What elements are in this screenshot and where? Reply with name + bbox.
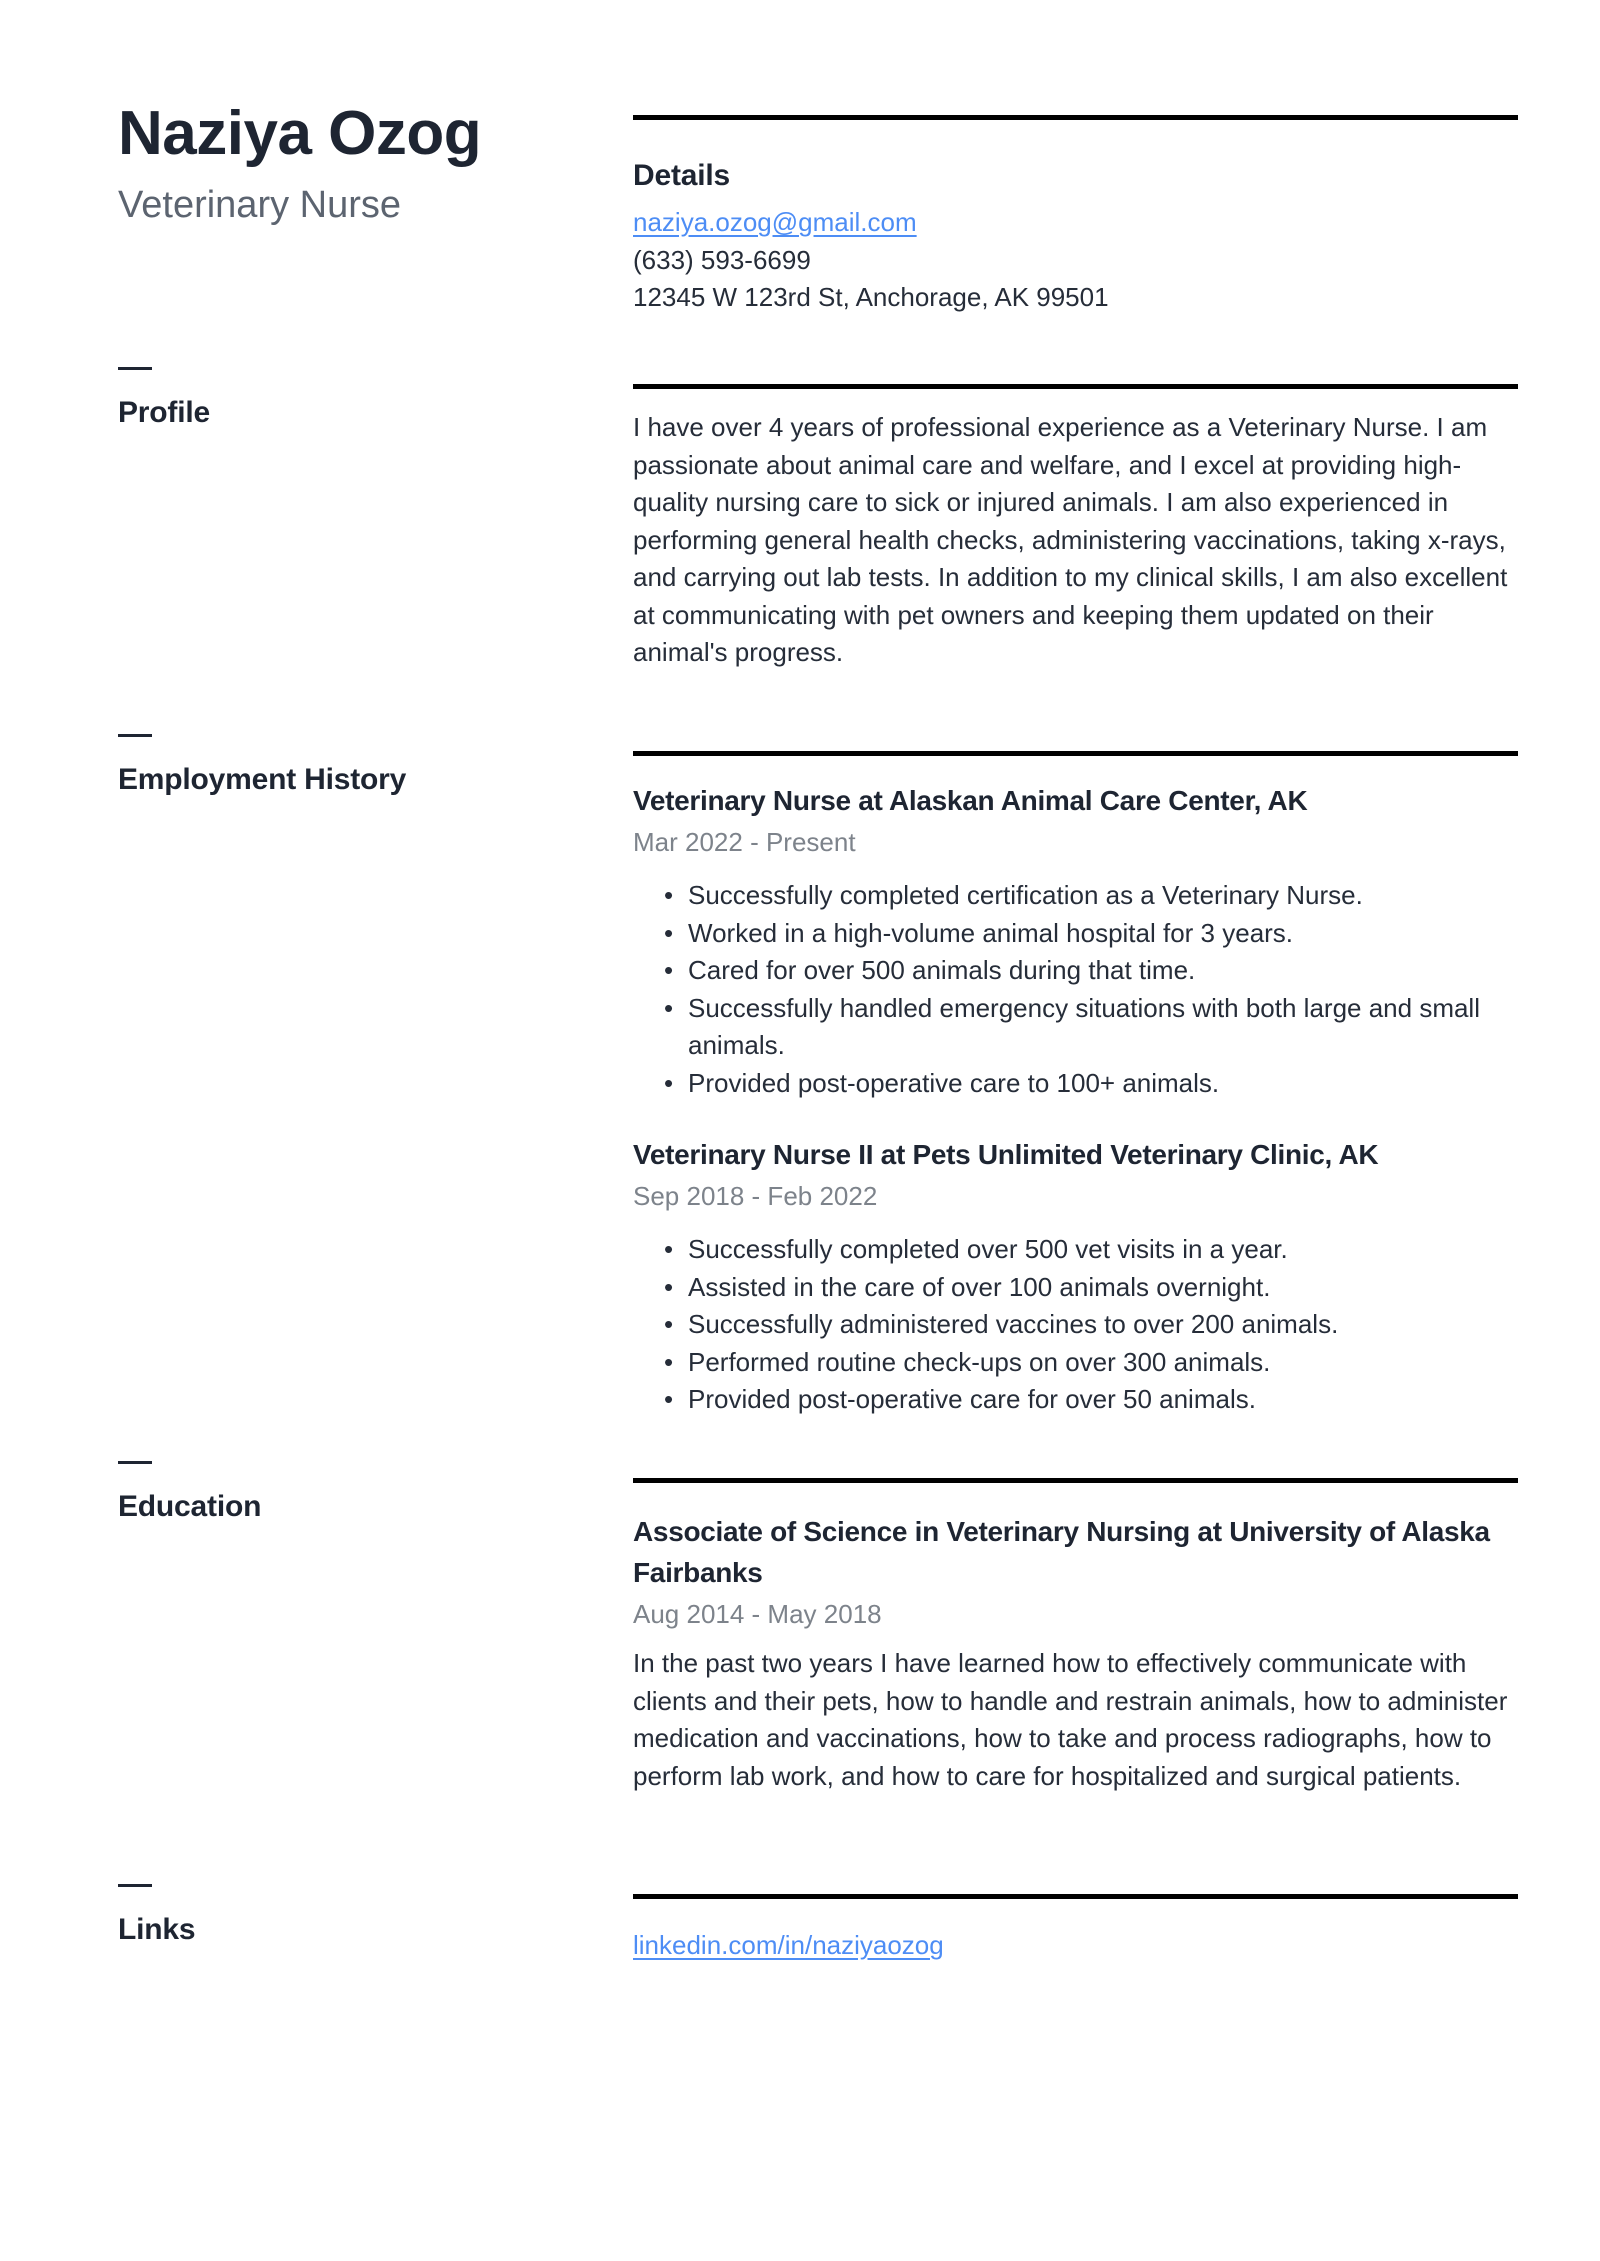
job-bullet-list (633, 1231, 1533, 1419)
email-link[interactable]: naziya.ozog@gmail.com (633, 207, 917, 237)
job-title: Veterinary Nurse II at Pets Unlimited Veterinary Clinic, AK (633, 1139, 1379, 1170)
links-heading: Links (118, 1913, 196, 1946)
job-bullet: • Performed routine check-ups on over 300 animals. (688, 1344, 1533, 1382)
profile-section (633, 384, 1533, 672)
postal-address: 12345 W 123rd St, Anchorage, AK 99501 (633, 282, 1109, 312)
job-bullet-list (633, 877, 1533, 1102)
linkedin-link[interactable]: linkedin.com/in/naziyaozog (633, 1930, 944, 1960)
phone-number: (633) 593-6699 (633, 244, 811, 275)
job-bullet: • Provided post-operative care for over 50 animals. (688, 1381, 1533, 1419)
links-label (118, 1884, 578, 1951)
job-bullet: • Worked in a high-volume animal hospital for 3 years. (688, 915, 1533, 953)
contact-info (633, 204, 1533, 317)
job-entry (633, 780, 1533, 1102)
job-bullet: • Assisted in the care of over 100 animals overnight. (688, 1269, 1533, 1307)
links-section (633, 1894, 1533, 1965)
education-degree: Associate of Science in Veterinary Nursing at University of Alaska Fairbanks (633, 1516, 1490, 1588)
details-heading: Details (633, 159, 730, 192)
job-bullet: • Successfully administered vaccines to over 200 animals. (688, 1306, 1533, 1344)
header (118, 98, 618, 229)
education-description: In the past two years I have learned how to effectively communicate with clients and their pets, how to handle and restrain animals, how to administer medication and vaccinations, how to take and process radiographs, how to perform lab work, and how to care for hospitalized and surgical patients. (633, 1648, 1508, 1791)
profile-text: I have over 4 years of professional experience as a Veterinary Nurse. I am passionate about animal care and welfare, and I excel at providing high-quality nursing care to sick or injured animals. I am also experienced in performing general health checks, administering vaccinations, taking x-rays, and carrying out lab tests. In addition to my clinical skills, I am also excellent at communicating with pet owners and keeping them updated on their animal's progress. (633, 412, 1508, 667)
profile-label (118, 367, 578, 434)
section-rule (633, 115, 1518, 120)
section-rule (633, 1894, 1518, 1899)
education-entry (633, 1511, 1533, 1795)
section-rule (633, 384, 1518, 389)
section-dash (118, 367, 152, 370)
employment-label (118, 734, 578, 801)
job-bullet: • Cared for over 500 animals during that time. (688, 952, 1533, 990)
details-section (633, 115, 1533, 317)
education-section (633, 1478, 1533, 1795)
job-dates: Mar 2022 - Present (633, 827, 856, 857)
job-dates: Sep 2018 - Feb 2022 (633, 1181, 878, 1211)
employment-section (633, 751, 1533, 1419)
job-entry (633, 1134, 1533, 1419)
job-bullet: • Provided post-operative care to 100+ animals. (688, 1065, 1533, 1103)
person-job-title: Veterinary Nurse (118, 184, 402, 226)
job-bullet: • Successfully completed certification as a Veterinary Nurse. (688, 877, 1533, 915)
job-bullet: • Successfully handled emergency situations with both large and small animals. (688, 990, 1533, 1065)
section-rule (633, 1478, 1518, 1483)
person-name: Naziya Ozog (118, 99, 482, 168)
job-bullet: • Successfully completed over 500 vet visits in a year. (688, 1231, 1533, 1269)
section-dash (118, 734, 152, 737)
profile-heading: Profile (118, 396, 210, 429)
education-label (118, 1461, 578, 1528)
section-rule (633, 751, 1518, 756)
section-dash (118, 1461, 152, 1464)
employment-heading: Employment History (118, 763, 407, 796)
job-title: Veterinary Nurse at Alaskan Animal Care Center, AK (633, 785, 1308, 816)
section-dash (118, 1884, 152, 1887)
education-heading: Education (118, 1490, 262, 1523)
education-dates: Aug 2014 - May 2018 (633, 1599, 882, 1629)
